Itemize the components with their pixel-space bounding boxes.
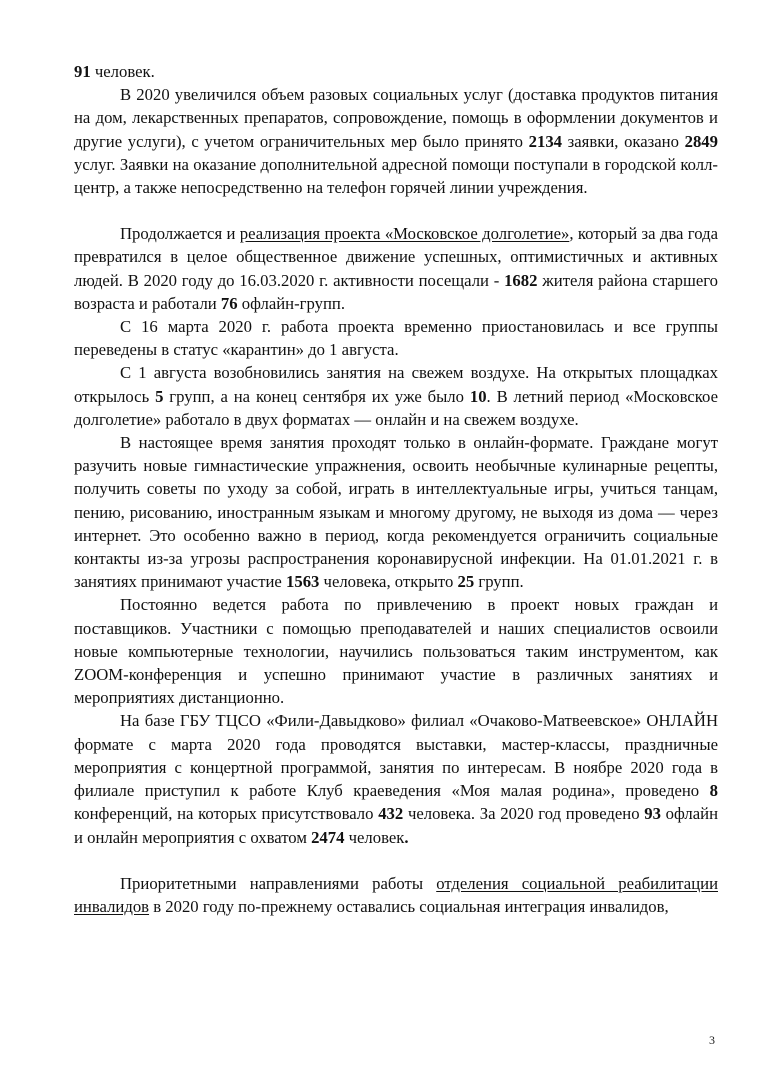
- text-run: В настоящее время занятия проходят только в онлайн-формате. Граждане могут разучить новые гимнастические упражнения, освоить необычные кулинарные рецепты, получить советы по уходу за собой, играть в интеллектуальные игры, учиться танцам, пению, рисованию, иностранным языкам и многому другому, не выходя из дома — через интернет. Это особенно важно в период, когда рекомендуется ограничить социальные контакты из-за угрозы распространения коронавирусной инфекции. На 01.01.2021 г. в занятиях принимают участие: [74, 433, 718, 592]
- text-run: конференций, на которых присутствовало: [74, 804, 379, 824]
- text-run: групп.: [474, 572, 524, 592]
- bold-figure: 5: [155, 386, 164, 406]
- paragraph-spacer: [74, 849, 718, 872]
- underlined-text: отделения социальной реабилитации инвалидов: [74, 873, 718, 916]
- bold-figure: .: [404, 827, 409, 847]
- text-run: человек: [344, 827, 405, 847]
- text-run: человек.: [90, 62, 155, 81]
- paragraph: [74, 83, 718, 199]
- paragraph: [74, 709, 718, 848]
- paragraph: [74, 222, 718, 315]
- text-run: , который за два года превратился в целое общественное движение успешных, оптимистичных и активных людей. В 2020 году до 16.03.2020 г. активности посещали -: [74, 224, 718, 290]
- paragraph-spacer: [74, 199, 718, 222]
- text-run: человека. За 2020 год проведено: [403, 804, 645, 824]
- text-run: групп, а на конец сентября их уже было: [163, 386, 470, 406]
- bold-figure: 76: [220, 293, 238, 313]
- paragraph: [74, 872, 718, 918]
- text-run: услуг. Заявки на оказание дополнительной адресной помощи поступали в городской колл-центр, а также непосредственно на телефон горячей линии учреждения.: [74, 154, 718, 198]
- bold-figure: 25: [457, 572, 475, 592]
- bold-figure: 2849: [684, 131, 718, 151]
- bold-figure: 93: [644, 804, 661, 824]
- text-run: жителя района старшего возраста и работали: [74, 270, 718, 313]
- paragraph: [74, 60, 718, 83]
- bold-figure: 8: [709, 781, 718, 801]
- bold-figure: 1682: [504, 270, 538, 290]
- text-run: . В летний период «Московское долголетие» работало в двух форматах — онлайн и на свежем воздухе.: [74, 386, 719, 429]
- page-number: 3: [709, 1033, 715, 1047]
- text-run: Приоритетными направлениями работы: [120, 873, 437, 893]
- bold-figure: 10: [469, 386, 487, 406]
- underlined-text: реализация проекта «Московское долголетие»: [239, 224, 570, 244]
- paragraph: [74, 315, 718, 361]
- text-run: На базе ГБУ ТЦСО «Фили-Давыдково» филиал «Очаково-Матвеевское» ОНЛАЙН формате с марта 2020 года проводятся выставки, мастер-классы, праздничные мероприятия с концертной программой, занятия по интересам. В ноябре 2020 года в филиале приступил к работе Клуб краеведения «Моя малая родина», проведено: [74, 711, 718, 801]
- text-run: офлайн и онлайн мероприятия с охватом: [74, 804, 718, 847]
- bold-figure: 2474: [311, 827, 345, 847]
- paragraph: [74, 431, 718, 593]
- text-run: В 2020 увеличился объем разовых социальных услуг (доставка продуктов питания на дом, лекарственных препаратов, сопровождение, помощь в оформлении документов и другие услуги), с учетом ограничительных мер было принято: [74, 85, 718, 151]
- text-run: в 2020 году по-прежнему оставались социальная интеграция инвалидов,: [149, 896, 669, 916]
- bold-figure: 91: [74, 62, 91, 81]
- text-run: Продолжается и: [120, 224, 240, 244]
- document-body: [74, 60, 718, 918]
- text-run: С 1 августа возобновились занятия на свежем воздухе. На открытых площадках открылось: [74, 363, 718, 406]
- paragraph: [74, 593, 718, 709]
- text-run: человека, открыто: [319, 572, 458, 592]
- paragraph: [74, 361, 718, 431]
- text-run: Постоянно ведется работа по привлечению в проект новых граждан и поставщиков. Участники с помощью преподавателей и наших специалистов освоили новые компьютерные технологии, научились пользоваться таким инструментом, как ZOOM-конференция и успешно принимают участие в различных занятиях и мероприятиях дистанционно.: [74, 595, 718, 708]
- bold-figure: 432: [378, 804, 404, 824]
- text-run: заявки, оказано: [562, 131, 685, 151]
- bold-figure: 1563: [286, 572, 320, 592]
- text-run: С 16 марта 2020 г. работа проекта временно приостановилась и все группы переведены в статус «карантин» до 1 августа.: [74, 317, 718, 360]
- bold-figure: 2134: [528, 131, 563, 151]
- text-run: офлайн-групп.: [237, 293, 345, 313]
